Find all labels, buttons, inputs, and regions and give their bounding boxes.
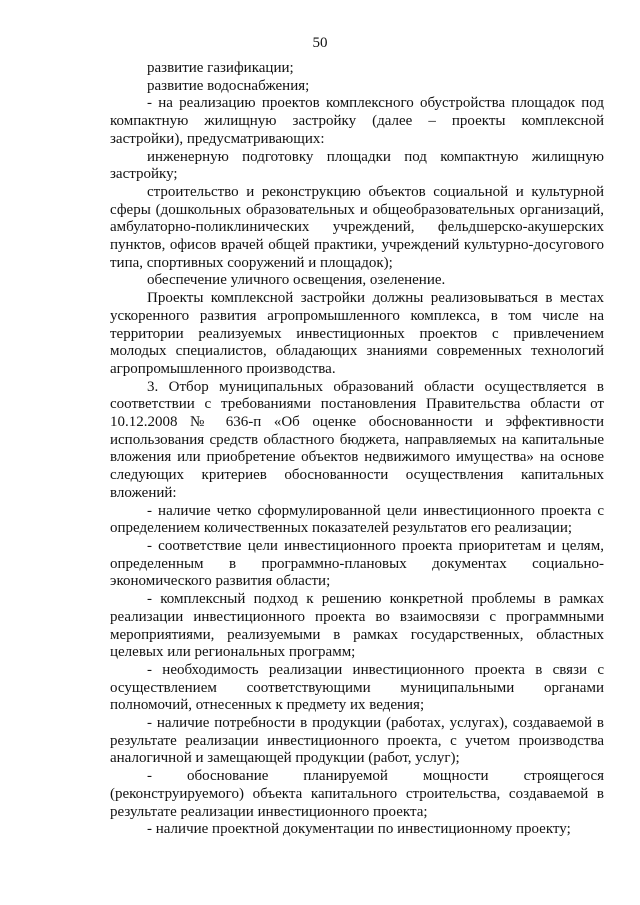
criterion-necessity: - необходимость реализации инвестиционного проекта в связи с осуществлением соответствующими муниципальными органами полномочий, отнесенных к предмету их ведения;: [110, 661, 604, 714]
criterion-goal-alignment: - соответствие цели инвестиционного проекта приоритетам и целям, определенным в программно-плановых документах социально-экономического развития области;: [110, 537, 604, 590]
paragraph-complex-development-projects: - на реализацию проектов комплексного обустройства площадок под компактную жилищную застройку (далее – проекты комплексной застройки), предусматривающих:: [110, 95, 604, 147]
paragraph-gasification: развитие газификации;: [147, 60, 294, 76]
criterion-capacity-justification: - обоснование планируемой мощности строящегося (реконструируемого) объекта капитального строительства, создаваемой в результате реализации инвестиционного проекта;: [110, 768, 604, 820]
paragraph-street-lighting: обеспечение уличного освещения, озеленение.: [147, 272, 446, 289]
criterion-complex-approach: - комплексный подход к решению конкретной проблемы в рамках реализации инвестиционного проекта во взаимосвязи с программными мероприятиями, реализуемыми в рамках государственных, областных целевых или региональных программ;: [110, 591, 604, 661]
paragraph-engineering-preparation: инженерную подготовку площадки под компактную жилищную застройку;: [110, 148, 604, 183]
paragraph-project-locations: Проекты комплексной застройки должны реализовываться в местах ускоренного развития агропромышленного комплекса, в том числе на территории реализуемых инвестиционных проектов с привлечением молодых специалистов, обладающих знаниями современных технологий агропромышленного производства.: [110, 290, 604, 377]
page-number: 50: [312, 35, 328, 51]
paragraph-selection-criteria: 3. Отбор муниципальных образований области осуществляется в соответствии с требованиями постановления Правительства области от 10.12.2008 № 636-п «Об оценке обоснованности и эффективности использования средств областного бюджета, направляемых на капитальные вложения или приобретение объектов недвижимого имущества» на основе следующих критериев обоснованности осуществления капитальных вложений:: [110, 378, 604, 501]
paragraph-social-construction: строительство и реконструкцию объектов социальной и культурной сферы (дошкольных образовательных и общеобразовательных организаций, амбулаторно-поликлинических учреждений, фельдшерско-акушерских пунктов, офисов врачей общей практики, учреждений культурно-досугового типа, спортивных сооружений и площадок);: [110, 183, 604, 271]
criterion-clear-goal: - наличие четко сформулированной цели инвестиционного проекта с определением количественных показателей результатов его реализации;: [110, 502, 604, 537]
criterion-project-documentation: - наличие проектной документации по инвестиционному проекту;: [147, 821, 571, 838]
paragraph-water-supply: развитие водоснабжения;: [147, 77, 310, 94]
criterion-product-demand: - наличие потребности в продукции (работах, услугах), создаваемой в результате реализации инвестиционного проекта, с учетом производства аналогичной и замещающей продукции (работ, услуг);: [110, 715, 604, 767]
document-body: [110, 60, 604, 839]
